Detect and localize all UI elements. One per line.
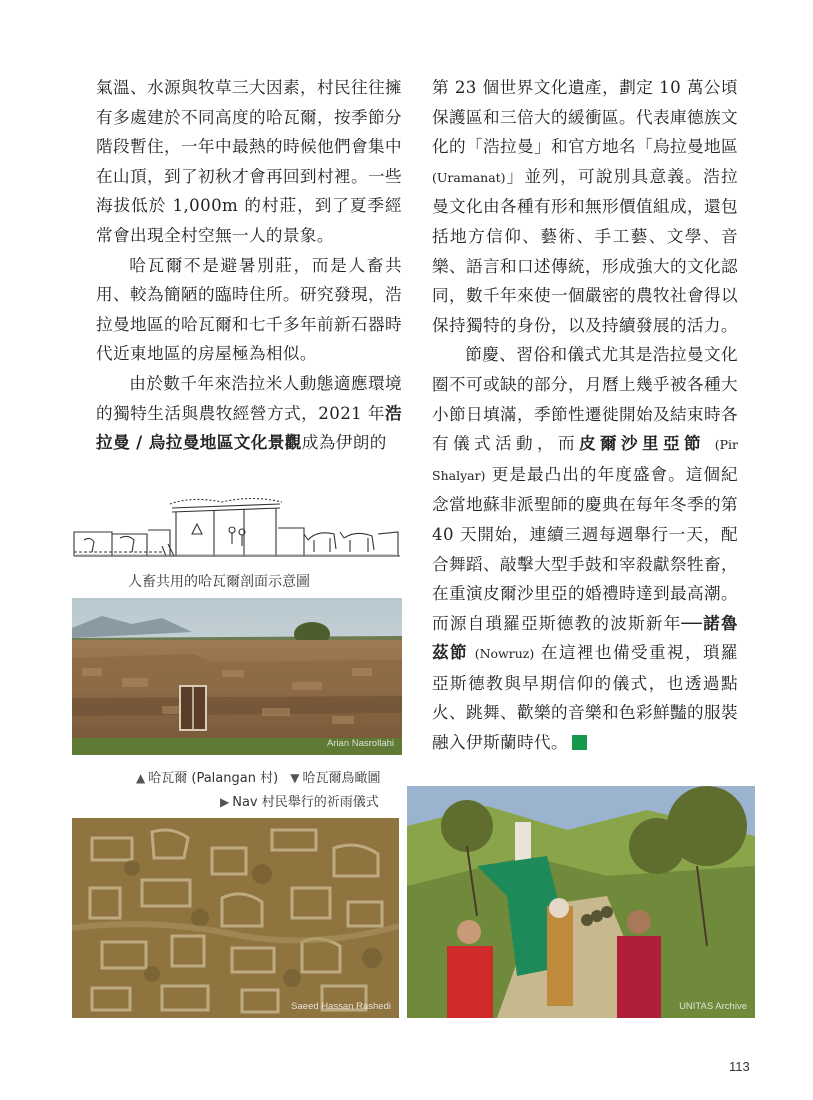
aerial-image [72,818,399,1018]
caption-line-1: ▲ 哈瓦爾 (Palangan 村) ▼ 哈瓦爾鳥瞰圖 [136,771,381,786]
rain-ritual-photo [407,786,755,1018]
highlight-pir-shalyar: 皮爾沙里亞節 [579,434,706,454]
triangle-down-icon: ▼ [290,771,300,785]
village-image [72,598,402,755]
left-paragraph-2: 哈瓦爾不是避暑別莊，而是人畜共用、較為簡陋的臨時住所。研究發現，浩拉曼地區的哈瓦爾和七千多年前新石器時代近東地區的房屋極為相似。 [96,255,402,364]
caption-line-2: ▶ Nav 村民舉行的祈雨儀式 [220,795,379,810]
ritual-photo-credit: UNITAS Archive [679,1001,747,1012]
left-text-column [96,73,402,458]
village-photo-credit: Arian Nasrollahi [326,738,394,749]
sketch-caption: 人畜共用的哈瓦爾剖面示意圖 [128,574,310,590]
end-square-icon [572,735,587,750]
left-paragraph-1: 氣溫、水源與牧草三大因素，村民往往擁有多處建於不同高度的哈瓦爾，按季節分階段暫住，一年中最熱的時候他們會集中在山頂，到了初秋才會再回到村裡。一些海拔低於 1,000m 的村莊，到了夏季經常會出現全村空無一人的景象。 [96,78,402,245]
palangan-village-photo [72,598,402,755]
left-paragraph-3: 由於數千年來浩拉米人動態適應環境的獨特生活與農牧經營方式，2021 年浩拉曼 / 烏拉曼地區文化景觀成為伊朗的 [96,373,402,453]
page-number: 113 [729,1059,750,1074]
ritual-image [407,786,755,1018]
highlight-heritage-site: 浩拉曼 / 烏拉曼地區文化景觀 [96,403,402,453]
sketch-drawing [72,494,402,564]
aerial-view-photo [72,818,399,1018]
triangle-right-icon: ▶ [220,795,230,809]
triangle-up-icon: ▲ [136,771,146,785]
highlight-nowruz: 諾魯茲節 [432,613,738,663]
right-paragraph-1: 第 23 個世界文化遺產，劃定 10 萬公頃保護區和三倍大的緩衝區。代表庫德族文化的「浩拉曼」和官方地名「烏拉曼地區(Uramanat)」並列，可說別具意義。浩拉曼文化由各種有形和無形價值組成，還包括地方信仰、藝術、手工藝、文學、音樂、語言和口述傳統，形成強大的文化認同，數千年來使一個嚴密的農牧社會得以保持獨特的身份，以及持續發展的活力。 [432,78,738,335]
aerial-photo-credit: Saeed Hassan Rashedi [291,1001,391,1012]
right-paragraph-2: 節慶、習俗和儀式尤其是浩拉曼文化圈不可或缺的部分，月曆上幾乎被各種大小節日填滿，季節性遷徙開始及結束時各有儀式活動，而皮爾沙里亞節 (Pir Shalyar) 更是最凸出的年度盛會。這個紀念當地蘇非派聖師的慶典在每年冬季的第 40 天開始，連續三週每週舉行一天，配合舞蹈、敲擊大型手鼓和宰殺獻祭牲畜，在重演皮爾沙里亞的婚禮時達到最高潮。而源自瑣羅亞斯德教的波斯新年──諾魯茲節 (Nowruz) 在這裡也備受重視，瑣羅亞斯德教與早期信仰的儀式，也透過點火、跳舞、歡樂的音樂和色彩鮮豔的服裝融入伊斯蘭時代。 [432,345,738,753]
hawar-section-sketch [72,494,402,564]
right-text-column [432,73,738,758]
